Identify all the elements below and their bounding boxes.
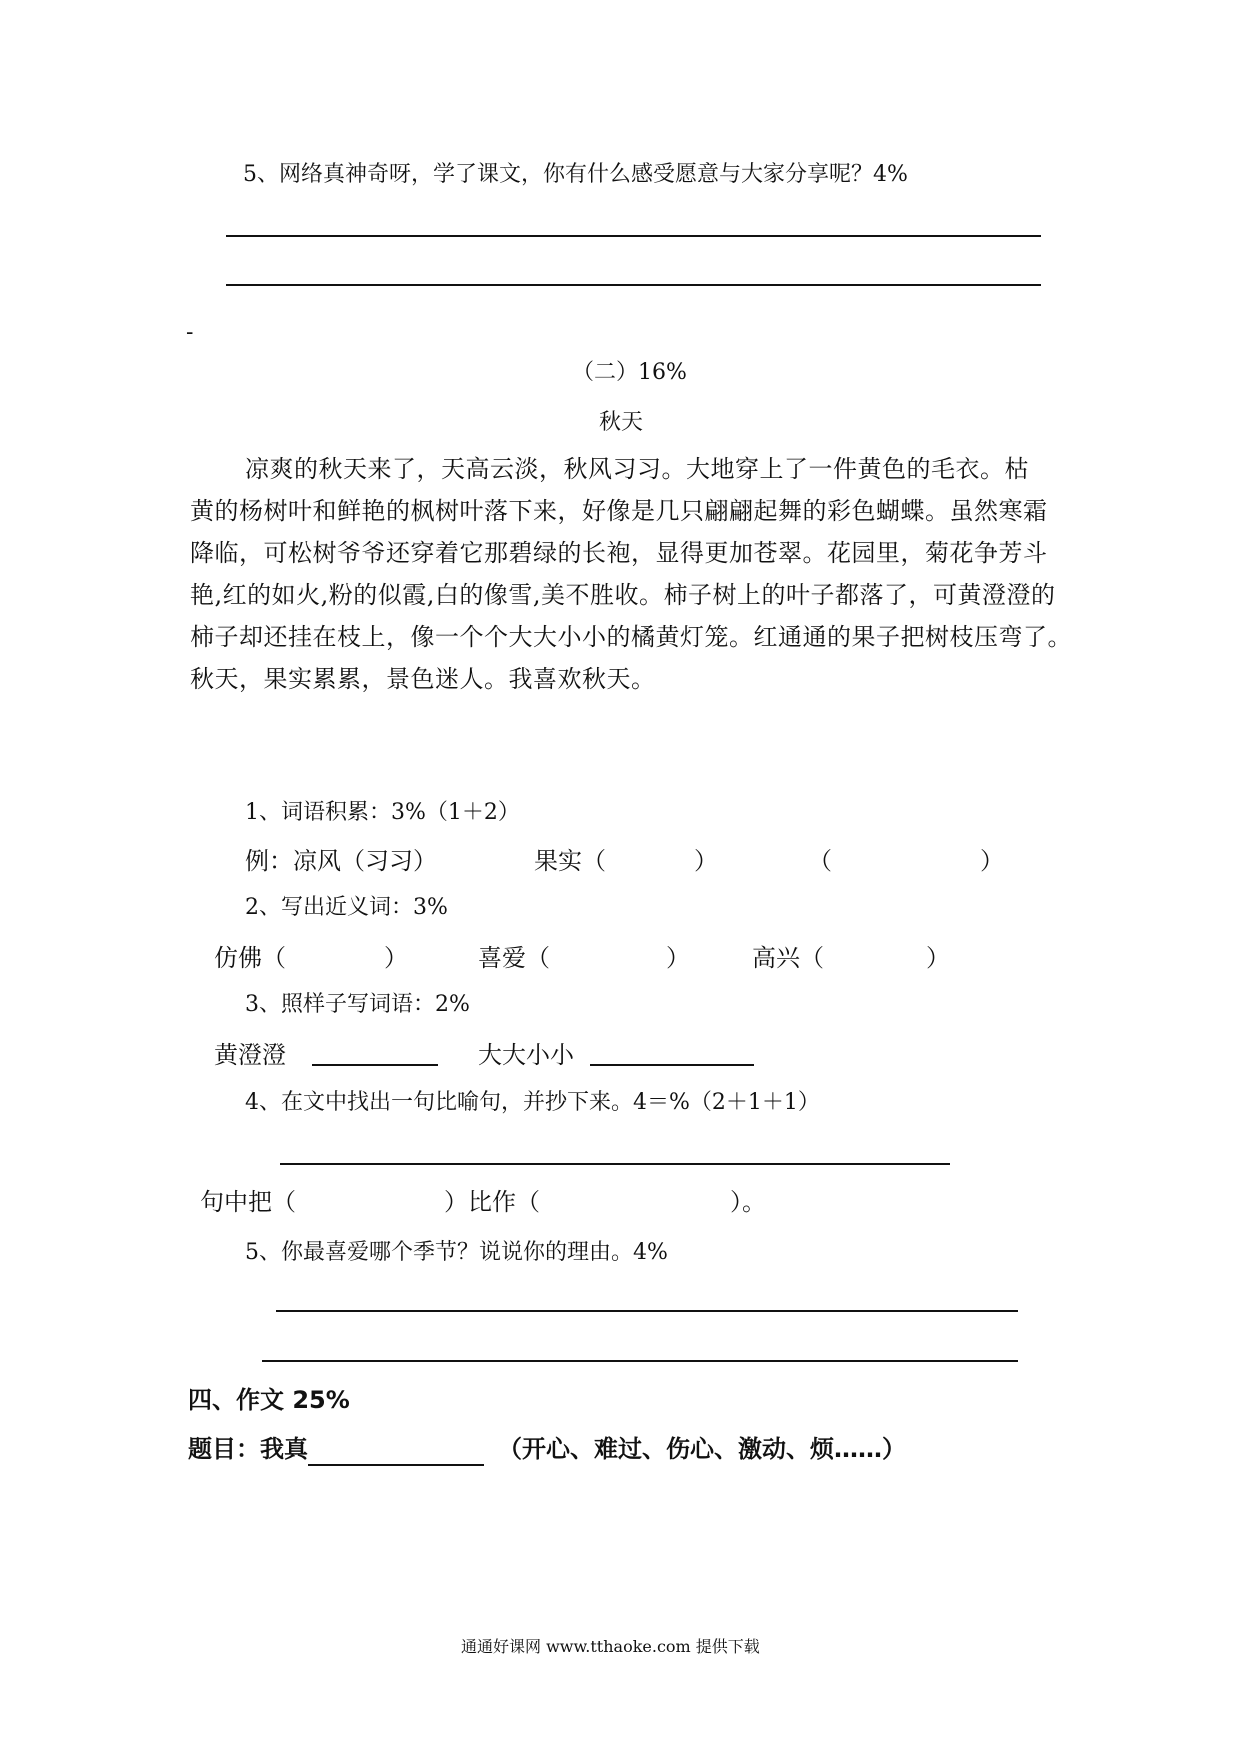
q1-example: 例：凉风（习习） — [245, 847, 437, 875]
q4-part-3: ）。 — [730, 1188, 766, 1216]
answer-line — [276, 1310, 1018, 1312]
q2-label: 2、写出近义词：3% — [245, 895, 448, 920]
answer-line — [226, 235, 1041, 237]
q2-word-3: 高兴（ — [752, 944, 824, 972]
topic-hint: （开心、难过、伤心、激动、烦……） — [498, 1435, 906, 1463]
q4-part-2: ）比作（ — [444, 1188, 540, 1216]
composition-topic — [188, 1432, 906, 1466]
q3-label: 3、照样子写词语：2% — [245, 992, 470, 1017]
page-footer: 通通好课网 www.tthaoke.com 提供下载 — [461, 1637, 760, 1656]
blank-line — [312, 1064, 438, 1066]
passage-line: 降临，可松树爷爷还穿着它那碧绿的长袍，显得更加苍翠。花园里，菊花争芳斗 — [190, 539, 1048, 567]
passage-line: 柿子却还挂在枝上，像一个个大大小小的橘黄灯笼。红通通的果子把树枝压弯了。 — [190, 623, 1072, 651]
composition-heading: 四、作文 25% — [188, 1386, 350, 1414]
q1-item: 果实（ — [534, 847, 606, 875]
q1-item-close: ） — [694, 847, 718, 875]
answer-line — [262, 1360, 1018, 1362]
topic-prefix: 题目：我真 — [188, 1435, 308, 1463]
q5-label: 5、你最喜爱哪个季节？说说你的理由。4% — [245, 1240, 668, 1265]
q2-word-2: 喜爱（ — [478, 944, 550, 972]
q3-word-2: 大大小小 — [478, 1041, 574, 1069]
q1-label: 1、词语积累：3%（1＋2） — [245, 800, 520, 825]
answer-line — [226, 284, 1041, 286]
passage-line: 凉爽的秋天来了，天高云淡，秋风习习。大地穿上了一件黄色的毛衣。枯 — [245, 455, 1029, 483]
passage-line: 秋天，果实累累，景色迷人。我喜欢秋天。 — [190, 665, 656, 693]
q4-label: 4、在文中找出一句比喻句，并抄下来。4＝%（2＋1＋1） — [245, 1090, 820, 1115]
passage-line: 黄的杨树叶和鲜艳的枫树叶落下来，好像是几只翩翩起舞的彩色蝴蝶。虽然寒霜 — [190, 497, 1048, 525]
topic-blank — [308, 1438, 484, 1466]
section-heading: （二）16% — [572, 360, 687, 385]
q2-close-2: ） — [666, 944, 690, 972]
q1-open: （ — [808, 847, 832, 875]
stray-mark: - — [186, 320, 194, 345]
answer-line — [280, 1163, 950, 1165]
passage-line: 艳,红的如火,粉的似霞,白的像雪,美不胜收。柿子树上的叶子都落了，可黄澄澄的 — [190, 581, 1056, 609]
passage-title: 秋天 — [599, 410, 644, 435]
blank-line — [590, 1064, 754, 1066]
q3-word-1: 黄澄澄 — [214, 1041, 286, 1069]
passage — [190, 448, 1072, 700]
question-5-top: 5、网络真神奇呀，学了课文，你有什么感受愿意与大家分享呢？4% — [243, 162, 908, 187]
q2-close-1: ） — [384, 944, 408, 972]
q2-word-1: 仿佛（ — [214, 944, 286, 972]
q4-part-1: 句中把（ — [200, 1188, 296, 1216]
q2-close-3: ） — [926, 944, 950, 972]
q1-close: ） — [980, 847, 1004, 875]
